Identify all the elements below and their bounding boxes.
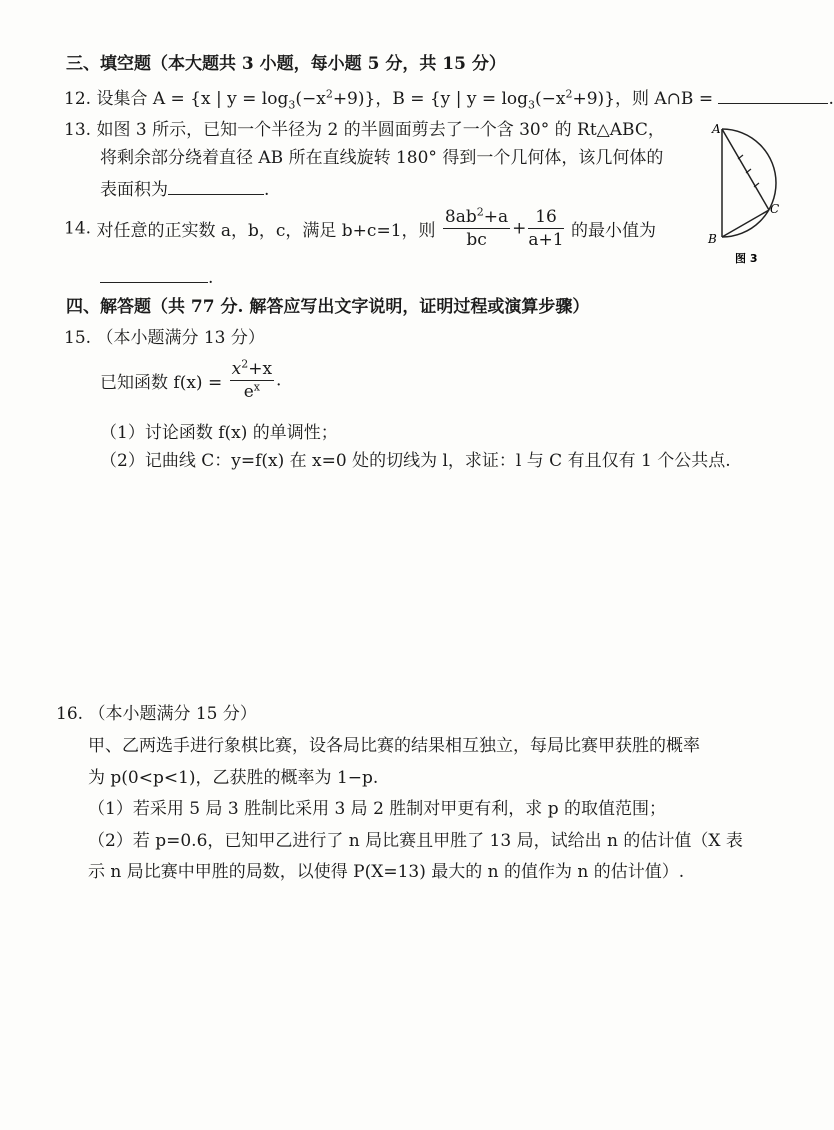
q14-number: 14. bbox=[64, 218, 92, 239]
q16-part2-line1: （2）若 p=0.6，已知甲乙进行了 n 局比赛且甲胜了 13 局，试给出 n 的估计值（X 表 bbox=[88, 831, 743, 851]
q12-text-d: (−x bbox=[535, 89, 566, 109]
q14-frac1-num-a: 8ab bbox=[444, 207, 477, 227]
q13-number: 13. bbox=[64, 120, 92, 140]
q16-line1: 甲、乙两选手进行象棋比赛，设各局比赛的结果相互独立，每局比赛甲获胜的概率 bbox=[88, 736, 700, 756]
label-b: B bbox=[708, 232, 717, 246]
question-13-line1 bbox=[64, 118, 665, 142]
q14-text-b: 的最小值为 bbox=[571, 221, 657, 241]
q14-frac2-den: a+1 bbox=[528, 230, 564, 250]
question-13-line3 bbox=[100, 176, 269, 202]
figure-3 bbox=[700, 115, 795, 275]
q16-part1: （1）若采用 5 局 3 胜制比采用 3 局 2 胜制对甲更有利，求 p 的取值范围； bbox=[88, 799, 666, 819]
question-14-blank-line bbox=[100, 264, 213, 290]
q15-num-a: x bbox=[231, 359, 242, 379]
q14-frac2-num: 16 bbox=[528, 206, 563, 229]
q15-function bbox=[100, 358, 281, 403]
q13-line3: 表面积为 bbox=[100, 180, 168, 200]
q13-answer-blank[interactable] bbox=[168, 176, 264, 195]
section4-header: 四、解答题（共 77 分. 解答应写出文字说明，证明过程或演算步骤） bbox=[66, 297, 590, 317]
q14-frac1-num-b: +a bbox=[483, 207, 509, 227]
segment-bc bbox=[722, 210, 769, 237]
q15-part1: （1）讨论函数 f(x) 的单调性； bbox=[100, 423, 338, 443]
section3-header: 三、填空题（本大题共 3 小题，每小题 5 分，共 15 分） bbox=[66, 54, 506, 74]
label-c: C bbox=[770, 202, 780, 216]
q12-answer-blank[interactable] bbox=[718, 85, 828, 104]
q13-line1: 如图 3 所示，已知一个半径为 2 的半圆面剪去了一个含 30° 的 Rt△ABC， bbox=[96, 120, 665, 140]
segment-ac bbox=[722, 129, 769, 210]
q12-text-a: 设集合 A = {x | y = log bbox=[96, 89, 289, 109]
q12-sup-b: 2 bbox=[565, 87, 573, 101]
q15-score: （本小题满分 13 分） bbox=[96, 328, 265, 348]
q14-answer-blank[interactable] bbox=[100, 264, 208, 283]
q12-text-b: (−x bbox=[295, 89, 326, 109]
q15-part2: （2）记曲线 C：y=f(x) 在 x=0 处的切线为 l，求证：l 与 C 有且仅有 1 个公共点. bbox=[100, 451, 731, 471]
q16-part2-line2: 示 n 局比赛中甲胜的局数，以使得 P(X=13) 最大的 n 的值作为 n 的估计值）. bbox=[88, 862, 685, 882]
q16-line2: 为 p(0<p<1)，乙获胜的概率为 1−p. bbox=[88, 768, 379, 788]
q12-text-e: +9)}，则 A∩B = bbox=[572, 89, 714, 109]
q15-func-prefix: 已知函数 f(x) = bbox=[100, 373, 223, 393]
label-a: A bbox=[712, 122, 721, 136]
q15-number: 15. bbox=[64, 328, 92, 348]
q12-sub-a: 3 bbox=[288, 98, 296, 112]
q12-sub-b: 3 bbox=[528, 98, 536, 112]
q15-den-a: e bbox=[243, 382, 254, 402]
q14-frac1-num-sup: 2 bbox=[476, 205, 484, 219]
question-13-line2: 将剩余部分绕着直径 AB 所在直线旋转 180° 得到一个几何体，该几何体的 bbox=[100, 148, 664, 168]
q14-plus: + bbox=[512, 218, 527, 239]
q15-den-sup: x bbox=[253, 380, 260, 394]
question-15-header bbox=[64, 326, 265, 350]
q14-frac1-den: bc bbox=[466, 230, 487, 250]
q15-num-sup: 2 bbox=[241, 357, 249, 371]
q14-fraction-1 bbox=[443, 206, 510, 251]
question-12 bbox=[64, 85, 834, 111]
question-14 bbox=[64, 206, 656, 251]
q16-score: （本小题满分 15 分） bbox=[88, 704, 257, 724]
q14-tail: . bbox=[208, 268, 214, 288]
q14-text-a: 对任意的正实数 a，b，c，满足 b+c=1，则 bbox=[96, 221, 436, 241]
q12-text-c: +9)}，B = {y | y = log bbox=[332, 89, 529, 109]
q15-num-b: +x bbox=[248, 359, 273, 379]
q15-fraction bbox=[230, 358, 274, 403]
q12-sup-a: 2 bbox=[325, 87, 333, 101]
q15-period: . bbox=[276, 370, 282, 391]
q16-number: 16. bbox=[56, 704, 84, 724]
q12-number: 12. bbox=[64, 89, 92, 109]
q14-fraction-2 bbox=[528, 206, 563, 251]
q13-tail: . bbox=[264, 180, 270, 200]
figure-caption: 图 3 bbox=[735, 252, 758, 265]
q12-tail: . bbox=[828, 89, 834, 109]
question-16-header bbox=[56, 702, 257, 726]
